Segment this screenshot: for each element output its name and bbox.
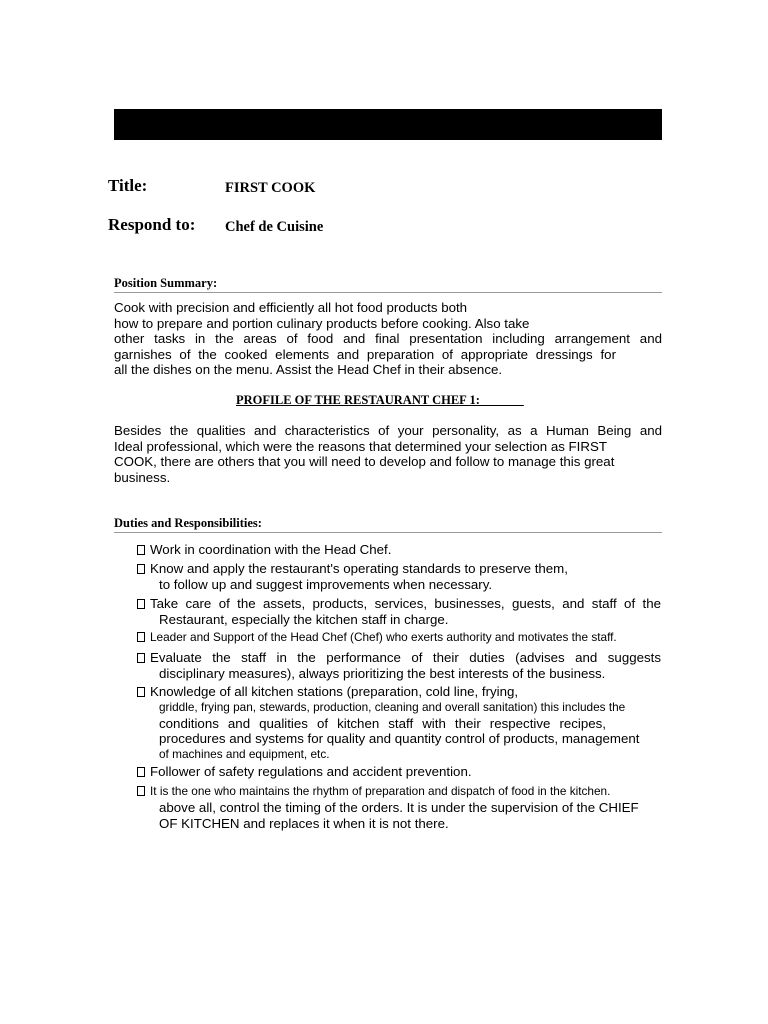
duty-text: disciplinary measures), always prioritizing the best interests of the business. <box>159 665 606 681</box>
profile-line: COOK, there are others that you will need to develop and follow to manage this great <box>114 454 615 469</box>
duty-item <box>137 542 661 558</box>
checkbox-icon <box>137 599 145 609</box>
duty-text: to follow up and suggest improvements when necessary. <box>159 576 493 592</box>
respond-to-value: Chef de Cuisine <box>225 219 324 235</box>
summary-line: garnishes of the cooked elements and preparation of appropriate dressings for <box>114 346 616 362</box>
duty-item <box>137 650 661 682</box>
duty-text: of machines and equipment, etc. <box>159 747 330 762</box>
summary-line: how to prepare and portion culinary products before cooking. Also take <box>114 315 530 331</box>
checkbox-icon <box>137 767 145 777</box>
duty-item <box>137 630 661 646</box>
duty-item <box>137 561 661 593</box>
summary-line: other tasks in the areas of food and final presentation including arrangement and <box>114 331 662 346</box>
duty-text: Knowledge of all kitchen stations (preparation, cold line, frying, <box>150 684 519 699</box>
duty-text: procedures and systems for quality and quantity control of products, management <box>159 731 640 747</box>
header-black-bar <box>114 109 662 140</box>
duties-heading: Duties and Responsibilities: <box>114 516 662 533</box>
duty-item <box>137 684 661 763</box>
respond-to-label: Respond to: <box>108 215 196 234</box>
duty-text: Work in coordination with the Head Chef. <box>150 542 392 557</box>
duty-text: Evaluate the staff in the performance of their duties (advises and suggests <box>150 650 661 665</box>
profile-line: business. <box>114 469 171 485</box>
duty-text: OF KITCHEN and replaces it when it is not there. <box>159 815 449 831</box>
duty-text: griddle, frying pan, stewards, production, cleaning and overall sanitation) this includes the <box>159 699 626 714</box>
title-label: Title: <box>108 176 148 195</box>
duty-text: Follower of safety regulations and accident prevention. <box>150 764 472 779</box>
position-summary-heading: Position Summary: <box>114 276 662 293</box>
position-summary-text <box>114 300 662 378</box>
profile-heading: PROFILE OF THE RESTAURANT CHEF 1:_______ <box>236 393 524 407</box>
duty-item <box>137 596 661 628</box>
checkbox-icon <box>137 632 145 642</box>
duty-text: Leader and Support of the Head Chef (Chef) who exerts authority and motivates the staff. <box>150 630 617 644</box>
checkbox-icon <box>137 786 145 796</box>
checkbox-icon <box>137 687 145 697</box>
duty-text: It is the one who maintains the rhythm of preparation and dispatch of food in the kitchen. <box>150 784 611 798</box>
title-value: FIRST COOK <box>225 180 316 196</box>
duty-text: Know and apply the restaurant's operating standards to preserve them, <box>150 561 568 576</box>
duty-text: conditions and qualities of kitchen staff with their respective recipes, <box>159 715 606 731</box>
profile-line: Besides the qualities and characteristics of your personality, as a Human Being and <box>114 423 662 438</box>
summary-line: all the dishes on the menu. Assist the Head Chef in their absence. <box>114 362 503 377</box>
checkbox-icon <box>137 653 145 663</box>
profile-line: Ideal professional, which were the reasons that determined your selection as FIRST <box>114 438 607 454</box>
checkbox-icon <box>137 564 145 574</box>
checkbox-icon <box>137 545 145 555</box>
duty-item <box>137 784 661 831</box>
duty-text: Take care of the assets, products, services, businesses, guests, and staff of the <box>150 596 661 611</box>
duty-text: above all, control the timing of the orders. It is under the supervision of the CHIEF <box>159 799 639 815</box>
duty-item <box>137 764 661 780</box>
summary-line: Cook with precision and efficiently all hot food products both <box>114 300 468 315</box>
profile-text <box>114 423 662 485</box>
duty-text: Restaurant, especially the kitchen staff in charge. <box>159 611 449 627</box>
